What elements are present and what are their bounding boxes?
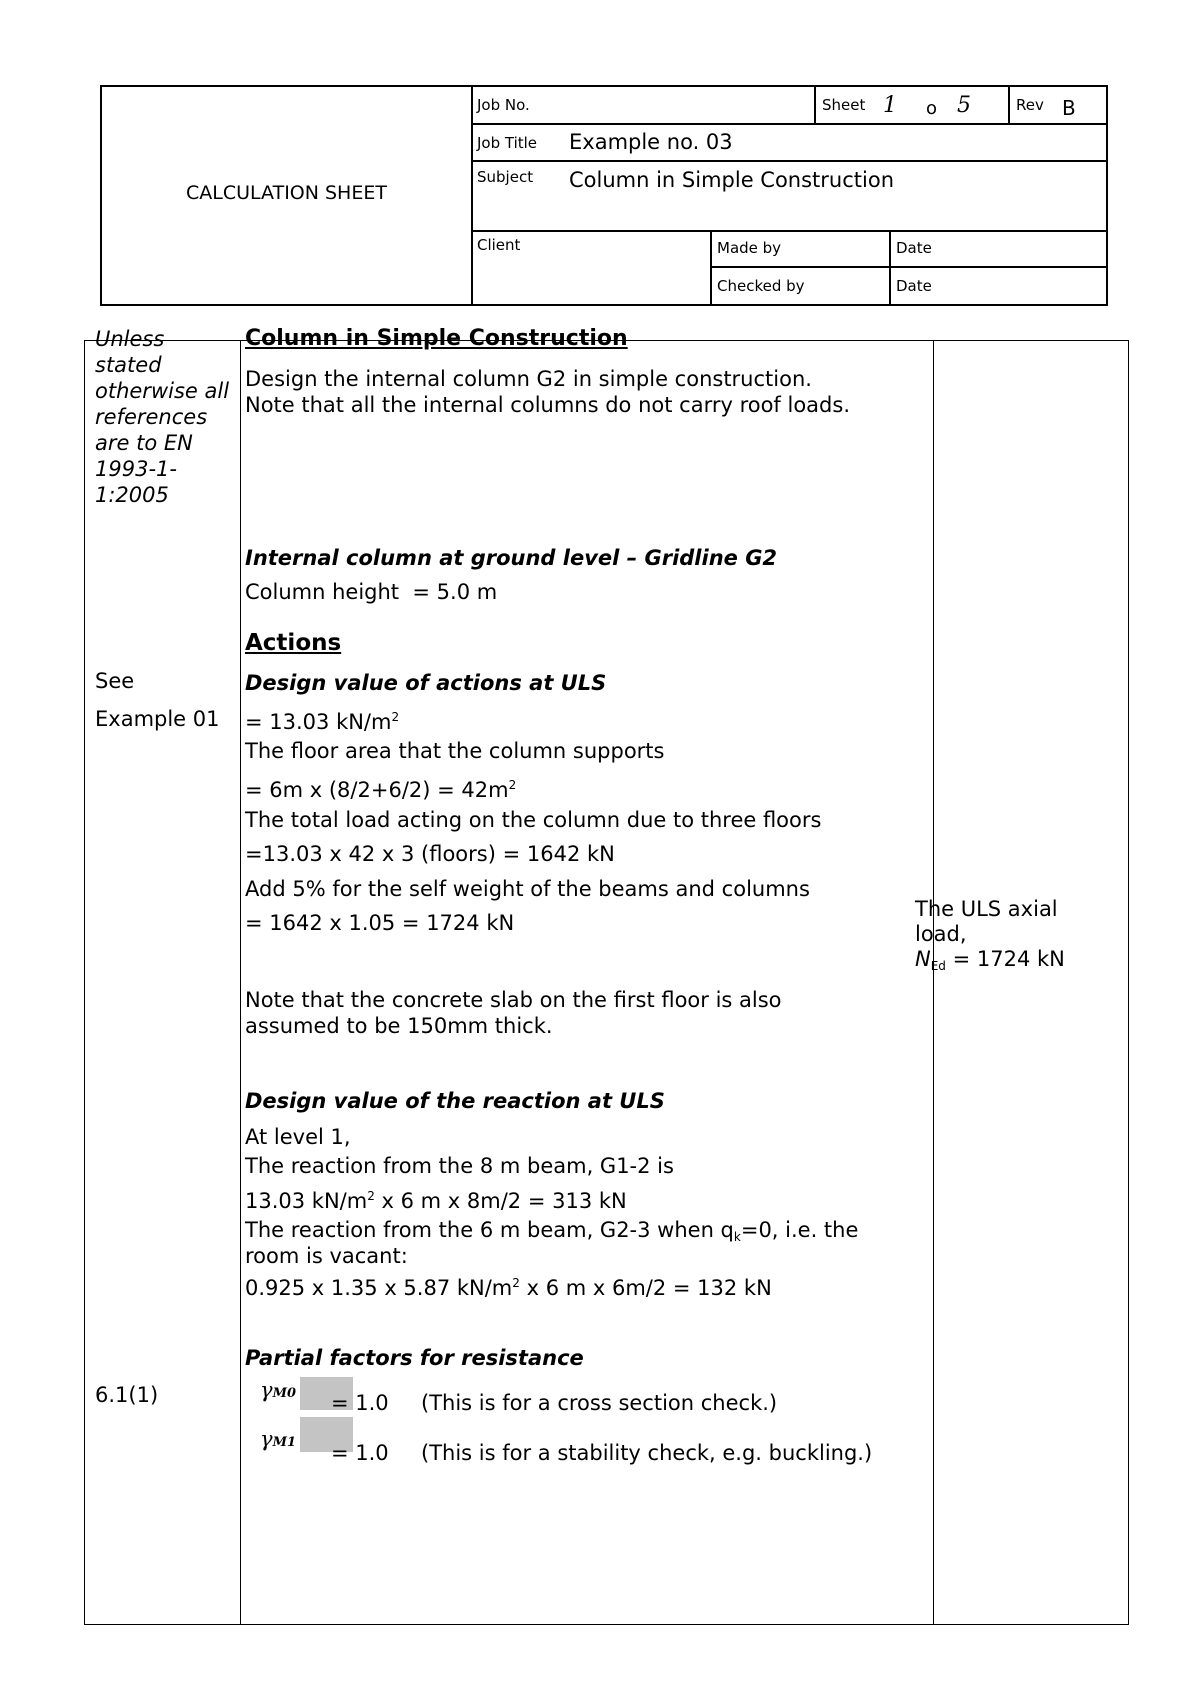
uls-result: The ULS axial load, $N_{Ed} = 1724$ kN xyxy=(915,897,1065,973)
intro-line-1: Design the internal column G2 in simple construction. xyxy=(245,367,812,391)
sheet-total: 5 xyxy=(957,93,971,118)
self-weight-text: Add 5% for the self weight of the beams and columns xyxy=(245,877,810,901)
sheet-title: CALCULATION SHEET xyxy=(186,182,387,204)
reaction-6m-calc: 0.925 x 1.35 x 5.87 $kN/m^2$ x 6 m x 6m/2 = 132 kN xyxy=(245,1276,772,1300)
rev-value: B xyxy=(1062,96,1076,120)
intro-line-2: Note that all the internal columns do not carry roof loads. xyxy=(245,393,851,417)
sheet-label: Sheet xyxy=(822,96,866,114)
gamma-m1-value: = 1.0 xyxy=(331,1441,389,1465)
references-note: Unless stated otherwise all references are to EN 1993-1-1:2005 xyxy=(95,327,230,507)
sheet-of: o xyxy=(926,98,938,119)
job-no-label: Job No. xyxy=(477,96,530,114)
date-label: Date xyxy=(896,239,932,257)
reaction-6m-text: The reaction from the 6 m beam, G2-3 when $q_k=0$, i.e. the xyxy=(245,1218,859,1244)
floor-area-calc: = 6m x $(8/2+6/2) = 42m^2$ xyxy=(245,778,517,802)
heading-design-actions: Design value of actions at ULS xyxy=(245,671,607,695)
heading-partial-factors: Partial factors for resistance xyxy=(245,1346,584,1370)
heading-actions: Actions xyxy=(245,630,342,656)
gamma-m1-symbol: γM1 xyxy=(260,1427,296,1451)
gamma-m0-note: (This is for a cross section check.) xyxy=(421,1391,778,1415)
job-title-value: Example no. 03 xyxy=(569,130,733,154)
made-by-label: Made by xyxy=(717,239,782,257)
total-load-calc: =13.03 x 42 x 3 (floors) = 1642 kN xyxy=(245,842,615,866)
at-level: At level 1, xyxy=(245,1125,351,1149)
rev-label: Rev xyxy=(1016,96,1044,114)
column-height: Column height = 5.0 m xyxy=(245,580,498,604)
heading-reaction: Design value of the reaction at ULS xyxy=(245,1089,665,1113)
gamma-m0-symbol: γM0 xyxy=(260,1378,296,1402)
reaction-8m-calc: 13.03 $kN/m^2$ x 6 m x 8m/2 = 313 kN xyxy=(245,1189,627,1213)
heading-internal-column: Internal column at ground level – Gridline G2 xyxy=(245,546,778,570)
gamma-m0-value: = 1.0 xyxy=(331,1391,389,1415)
floor-area-text: The floor area that the column supports xyxy=(245,739,665,763)
checked-by-label: Checked by xyxy=(717,277,805,295)
total-load-text: The total load acting on the column due to three floors xyxy=(245,808,822,832)
room-vacant: room is vacant: xyxy=(245,1244,408,1268)
job-title-label: Job Title xyxy=(477,134,538,152)
clause-reference: 6.1(1) xyxy=(95,1383,159,1407)
subject-label: Subject xyxy=(477,168,534,186)
load-value: = 13.03 $kN/m^2$ xyxy=(245,710,400,734)
subject-value: Column in Simple Construction xyxy=(569,168,895,192)
client-label: Client xyxy=(477,236,521,254)
reaction-8m-text: The reaction from the 8 m beam, G1-2 is xyxy=(245,1154,674,1178)
example-reference: Example 01 xyxy=(95,707,220,731)
date-label: Date xyxy=(896,277,932,295)
section-title: Column in Simple Construction xyxy=(245,326,628,351)
see-label: See xyxy=(95,669,135,693)
sheet-number: 1 xyxy=(883,93,897,118)
slab-note: Note that the concrete slab on the first floor is also assumed to be 150mm thick. xyxy=(245,988,782,1038)
gamma-m1-note: (This is for a stability check, e.g. buckling.) xyxy=(421,1441,873,1465)
self-weight-calc: = 1642 x 1.05 = 1724 kN xyxy=(245,911,515,935)
